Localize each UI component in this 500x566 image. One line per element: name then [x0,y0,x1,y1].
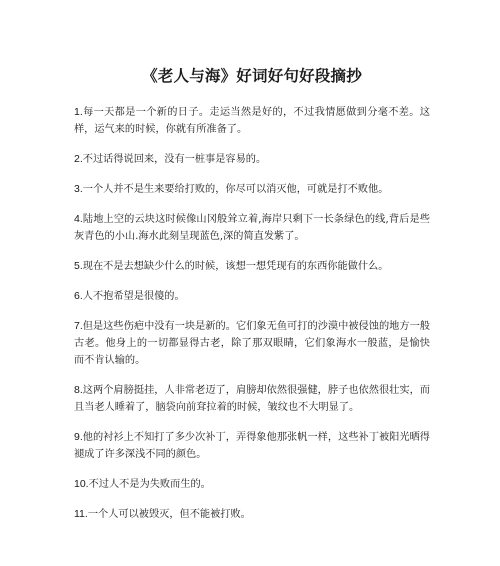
quote-number: 6. [74,290,83,302]
quote-item [74,104,430,138]
quote-item [74,506,430,523]
quote-number: 3. [74,183,83,195]
document-title: 《老人与海》好词好句好段摘抄 [142,66,362,85]
quote-item [74,318,430,369]
quote-number: 7. [74,320,83,332]
quote-text: 每一天都是一个新的日子。走运当然是好的，不过我情愿做到分毫不差。这样，运气来的时候，你就有所准备了。 [74,107,430,135]
quote-text: 一个人可以被毁灭，但不能被打败。 [87,509,251,520]
quote-item [74,258,430,275]
quote-item [74,429,430,463]
quote-text: 他的衬衫上不知打了多少次补丁，弄得象他那张帆一样，这些补丁被阳光晒得褪成了许多深浅不同的颜色。 [74,432,430,460]
quote-text: 这两个肩膀挺挂，人非常老迈了，肩膀却依然很强健，脖子也依然很壮实，而且当老人睡着了，脑袋向前耷拉着的时候，皱纹也不大明显了。 [74,385,430,413]
quote-item [74,382,430,416]
quote-item [74,181,430,198]
quote-text: 现在不是去想缺少什么的时候，该想一想凭现有的东西你能做什么。 [82,261,389,272]
quote-number: 5. [74,260,83,272]
quote-text: 不过话得说回来，没有一桩事是容易的。 [82,154,267,165]
quote-text: 一个人并不是生来要给打败的，你尽可以消灭他，可就是打不败他。 [82,184,389,195]
quote-item [74,211,430,245]
quote-item [74,476,430,493]
quote-number: 10. [74,478,89,490]
quote-text: 不过人不是为失败而生的。 [88,479,211,490]
quote-text: 但是这些伤疤中没有一块是新的。它们象无鱼可打的沙漠中被侵蚀的地方一般古老。他身上的一切都显得古老，除了那双眼睛，它们象海水一般蓝，是愉快而不肯认输的。 [74,321,430,366]
quote-number: 8. [74,384,83,396]
quote-number: 11. [74,508,88,520]
quote-item [74,288,430,305]
quote-text: 人不抱希望是很傻的。 [82,291,185,302]
quote-number: 2. [74,153,83,165]
quote-text: 陆地上空的云块这时候像山冈般耸立着,海岸只剩下一长条绿色的线,背后是些灰青色的小山.海水此刻呈现蓝色,深的简直发紫了。 [74,214,430,242]
quote-number: 4. [74,213,83,225]
quote-number: 9. [74,431,83,443]
quote-number: 1. [74,106,83,118]
quote-item [74,151,430,168]
